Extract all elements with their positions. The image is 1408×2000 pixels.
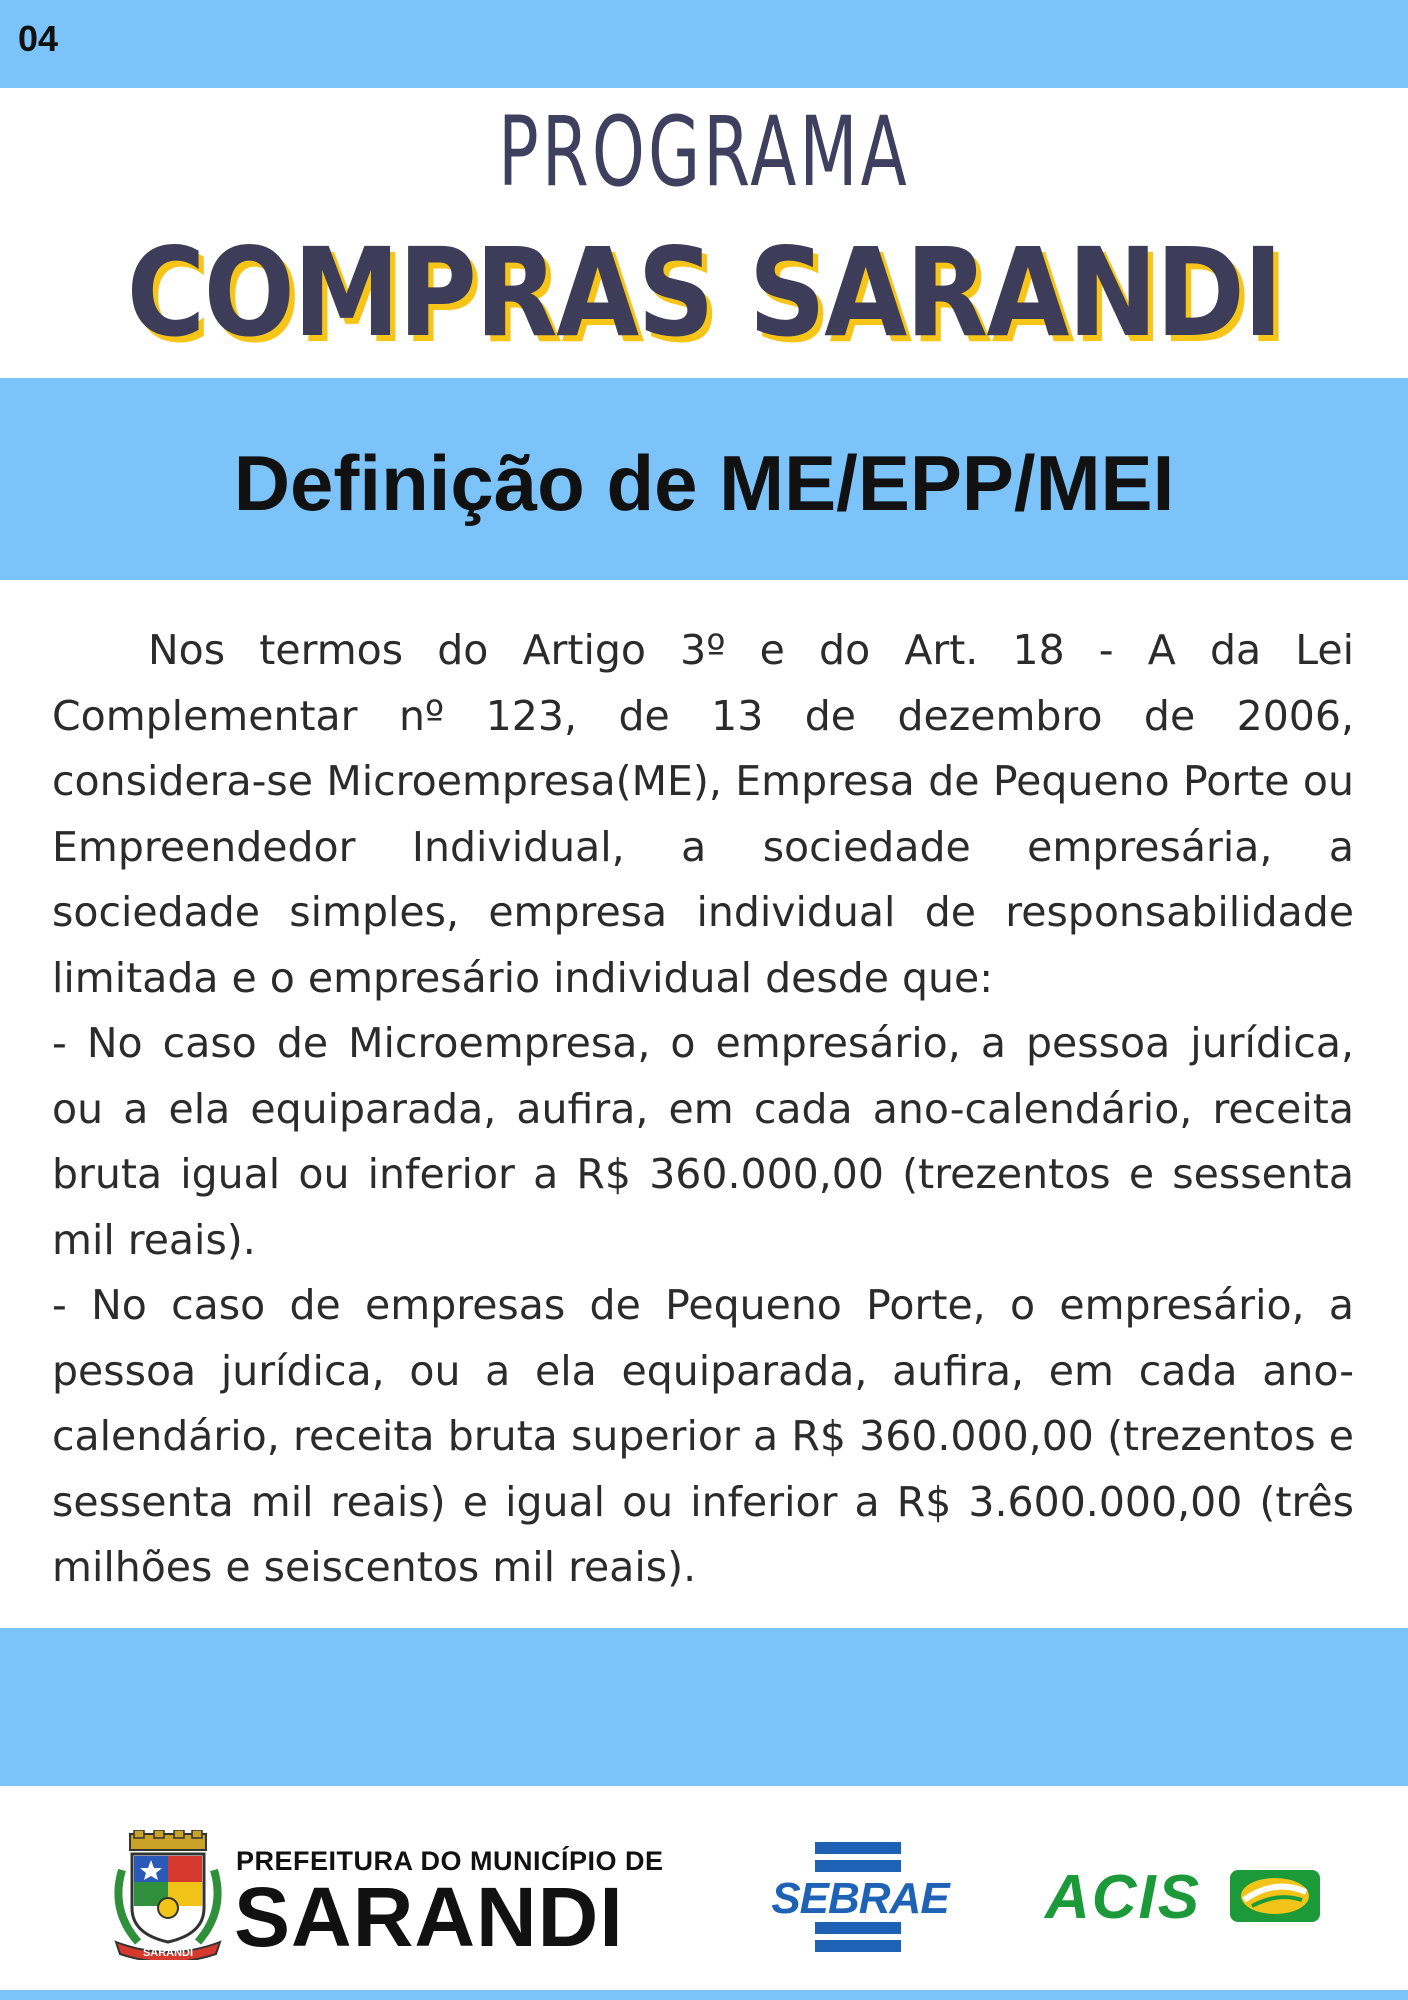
acis-emblem-icon	[1230, 1870, 1320, 1922]
acis-wordmark: ACIS	[1045, 1863, 1202, 1932]
body-text	[52, 618, 1354, 1601]
microempresa-paragraph: - No caso de Microempresa, o empresário, a pessoa jurídica, ou a ela equiparada, aufira, em cada ano-calendário, receita bruta igual ou inferior a R$ 360.000,00 (trezentos e sessenta mil reais).	[52, 1019, 1354, 1264]
program-title: COMPRAS SARANDI	[126, 222, 1282, 364]
pequeno-porte-paragraph: - No caso de empresas de Pequeno Porte, o empresário, a pessoa jurídica, ou a ela equiparada, aufira, em cada ano-calendário, receita bruta superior a R$ 360.000,00 (trezentos e sessenta mil reais) e igual ou inferior a R$ 3.600.000,00 (três milhões e seiscentos mil reais).	[52, 1281, 1354, 1591]
acis-logo	[1045, 1862, 1325, 1932]
bottom-banner	[0, 1628, 1408, 1786]
city-name: SARANDI	[234, 1870, 624, 1964]
page-number: 04	[18, 18, 59, 59]
footer-line	[0, 1990, 1408, 2000]
coat-of-arms-banner-text: SARANDI	[142, 1947, 194, 1959]
prefeitura-line: PREFEITURA DO MUNICÍPIO DE	[236, 1846, 664, 1876]
sebrae-logo	[755, 1842, 965, 1952]
sebrae-wordmark: SEBRAE	[771, 1874, 949, 1923]
coat-of-arms-icon	[108, 1830, 228, 1960]
sarandi-prefeitura-logo	[108, 1830, 668, 1964]
program-label: PROGRAMA	[498, 96, 910, 208]
top-banner	[0, 0, 1408, 88]
section-title: Definição de ME/EPP/MEI	[233, 439, 1175, 527]
intro-paragraph: Nos termos do Artigo 3º e do Art. 18 - A da Lei Complementar nº 123, de 13 de dezembro de 2006, considera-se Microempresa(ME), Empresa de Pequeno Porte ou Empreendedor Individual, a sociedade empresária, a sociedade simples, empresa individual de responsabilidade limitada e o empresário individual desde que:	[52, 626, 1354, 1002]
